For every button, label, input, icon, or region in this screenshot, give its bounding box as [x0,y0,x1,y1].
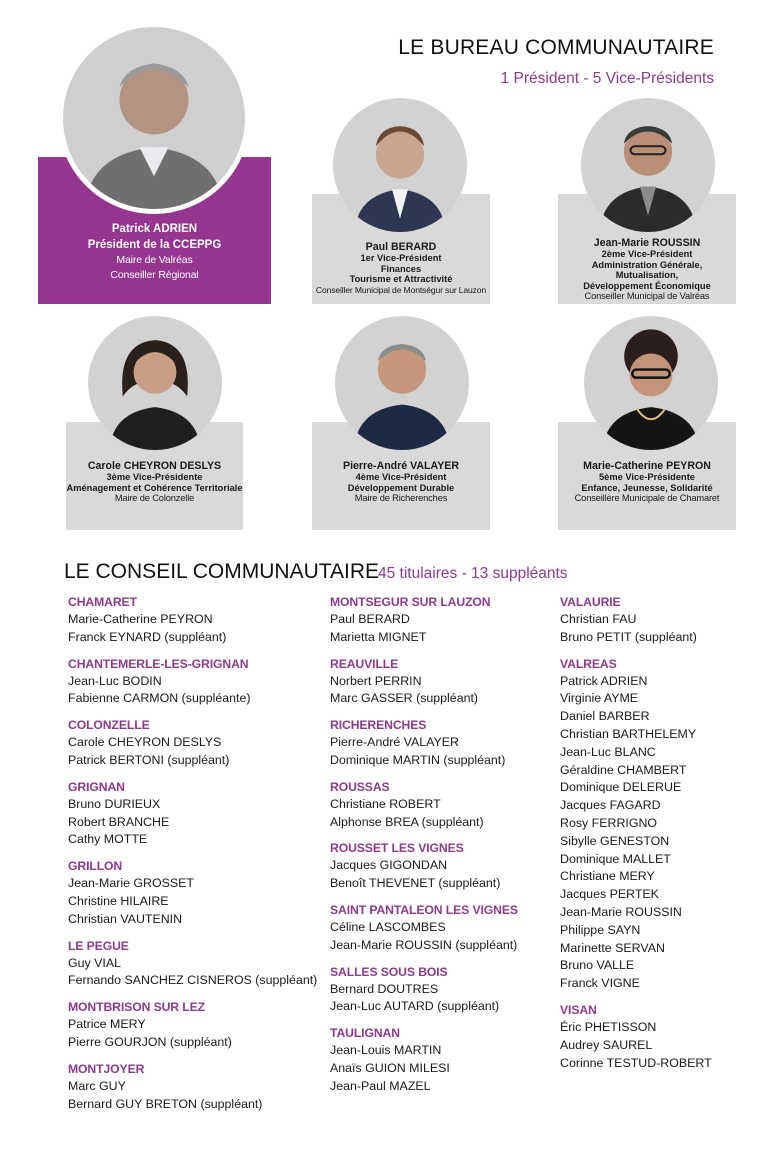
member-name: Rosy FERRIGNO [560,815,658,830]
portrait-silhouette [333,98,467,232]
commune-name: GRILLON [68,859,123,874]
member-name: Alphonse BREA (suppléant) [330,814,484,829]
commune-block [560,656,712,993]
commune-block [330,1025,518,1095]
vp-photo [88,316,222,450]
commune-block [330,594,518,647]
commune-block [68,1061,317,1114]
commune-name: SALLES SOUS BOIS [330,964,448,979]
commune-name: MONTJOYER [68,1061,145,1076]
member-name: Norbert PERRIN [330,673,422,688]
member-name: Marinette SERVAN [560,940,665,955]
president-line: Maire de Valréas [116,254,193,266]
commune-block [560,594,712,647]
member-name: Cathy MOTTE [68,832,148,847]
portrait-silhouette [584,316,718,450]
member-name: Patrice MERY [68,1017,146,1032]
member-name: Dominique DELERUE [560,780,682,795]
commune-name: RICHERENCHES [330,718,427,733]
member-name: Jean-Marie ROUSSIN (suppléant) [330,937,518,952]
commune-name: GRIGNAN [68,779,125,794]
commune-name: LE PEGUE [68,938,129,953]
vp-role: Finances [380,263,422,274]
member-name: Marietta MIGNET [330,629,427,644]
commune-block [68,858,317,928]
member-name: Sibylle GENESTON [560,833,670,848]
member-name: Franck EYNARD (suppléant) [68,629,227,644]
member-name: Jacques FAGARD [560,798,661,813]
commune-block [560,1002,712,1072]
member-name: Bruno VALLE [560,958,635,973]
commune-name: COLONZELLE [68,718,150,733]
vp-photo [335,316,469,450]
vp-role: 4ème Vice-Président [355,472,447,482]
vp-name: Pierre-André VALAYER [343,460,459,472]
member-name: Christine HILAIRE [68,893,169,908]
member-name: Céline LASCOMBES [330,919,446,934]
commune-name: ROUSSAS [330,779,390,794]
vp-name: Carole CHEYRON DESLYS [87,460,222,472]
member-name: Anaïs GUION MILESI [330,1060,450,1075]
vp-role: Développement Économique [583,280,711,291]
vp-name: Jean-Marie ROUSSIN [593,237,701,249]
portrait-silhouette [63,27,245,209]
commune-block [68,717,317,770]
commune-name: ROUSSET LES VIGNES [330,841,464,856]
member-name: Franck VIGNE [560,976,640,991]
vp-mandate: Maire de Colonzelle [114,493,195,503]
vp-role: Tourisme et Attractivité [349,274,453,284]
commune-block [68,938,317,991]
member-name: Jean-Marie GROSSET [68,876,195,891]
commune-block [330,964,518,1017]
member-name: Géraldine CHAMBERT [560,762,687,777]
commune-name: MONTSEGUR SUR LAUZON [330,595,491,609]
member-name: Patrick BERTONI (suppléant) [68,752,230,767]
member-name: Patrick ADRIEN [560,673,648,688]
portrait-silhouette [581,98,715,232]
president-name: Patrick ADRIEN [111,223,198,235]
member-name: Pierre GOURJON (suppléant) [68,1034,232,1049]
member-name: Jean-Marie ROUSSIN [560,904,682,919]
commune-name: TAULIGNAN [330,1026,400,1041]
vp-role: Administration Générale, [591,259,703,270]
member-name: Bruno DURIEUX [68,796,161,811]
member-name: Fabienne CARMON (suppléante) [68,691,251,706]
member-name: Jean-Paul MAZEL [330,1078,431,1093]
vp-name: Paul BERARD [365,241,437,253]
member-name: Bernard GUY BRETON (suppléant) [68,1096,263,1111]
commune-block [68,594,317,647]
vp-photo [333,98,467,232]
conseil-subtitle: 45 titulaires - 13 suppléants [378,565,568,582]
member-name: Audrey SAUREL [560,1037,653,1052]
member-name: Pierre-André VALAYER [330,735,460,750]
vp-role: 2ème Vice-Président [601,249,693,259]
commune-name: CHAMARET [68,595,137,609]
vp-photo [581,98,715,232]
member-name: Jean-Luc AUTARD (suppléant) [330,999,500,1014]
vp-mandate: Conseiller Municipal de Montségur sur Lauzon [315,284,487,295]
conseil-column-3 [560,594,712,1072]
commune-name: VALREAS [560,656,617,671]
commune-block [68,779,317,849]
member-name: Christian BARTHELEMY [560,726,697,741]
president-photo [58,22,250,214]
member-name: Benoît THEVENET (suppléant) [330,876,501,891]
bureau-subtitle: 1 Président - 5 Vice-Présidents [500,70,714,87]
bureau-title: LE BUREAU COMMUNAUTAIRE [398,36,714,59]
portrait-silhouette [335,316,469,450]
member-name: Fernando SANCHEZ CISNEROS (suppléant) [68,973,318,988]
vp-photo [584,316,718,450]
vp-role: 5ème Vice-Présidente [599,472,695,482]
member-name: Christian VAUTENIN [68,911,183,926]
commune-name: CHANTEMERLE-LES-GRIGNAN [68,656,249,671]
president-line: Conseiller Régional [110,269,199,281]
member-name: Jacques PERTEK [560,887,659,902]
member-name: Carole CHEYRON DESLYS [68,735,222,750]
member-name: Corinne TESTUD-ROBERT [560,1055,712,1070]
vp-mandate: Maire de Richerenches [354,493,448,503]
member-name: Jacques GIGONDAN [330,858,448,873]
commune-name: VALAURIE [560,595,621,609]
vp-role: 3ème Vice-Présidente [106,472,203,482]
vp-role: Mutualisation, [615,270,679,280]
member-name: Éric PHETISSON [560,1019,657,1034]
member-name: Marc GUY [68,1078,126,1093]
member-name: Bernard DOUTRES [330,981,439,996]
commune-block [330,656,518,709]
member-name: Marie-Catherine PEYRON [68,612,213,626]
commune-block [330,902,518,955]
commune-block [68,656,317,709]
vp-role: Enfance, Jeunesse, Solidarité [581,482,713,493]
conseil-title: LE CONSEIL COMMUNAUTAIRE [64,560,380,583]
member-name: Bruno PETIT (suppléant) [560,629,697,644]
member-name: Dominique MALLET [560,851,671,866]
commune-name: SAINT PANTALEON LES VIGNES [330,902,518,917]
conseil-column-2 [330,594,518,1096]
member-name: Christian FAU [560,612,637,626]
member-name: Jean-Louis MARTIN [330,1043,442,1058]
member-name: Dominique MARTIN (suppléant) [330,752,506,767]
vp-mandate: Conseiller Municipal de Valréas [584,291,710,301]
vp-name: Marie-Catherine PEYRON [583,460,711,472]
conseil-column-1 [68,594,317,1113]
commune-name: VISAN [560,1002,597,1017]
vp-role: Développement Durable [347,482,455,493]
member-name: Jean-Luc BODIN [68,673,162,688]
vp-mandate: Conseillère Municipale de Chamaret [574,493,720,503]
commune-name: MONTBRISON SUR LEZ [68,1000,205,1015]
president-role: Président de la CCEPPG [87,238,222,251]
member-name: Daniel BARBER [560,709,650,724]
member-name: Guy VIAL [68,955,122,970]
member-name: Robert BRANCHE [68,814,170,829]
member-name: Paul BERARD [330,612,410,626]
member-name: Philippe SAYN [560,922,641,937]
member-name: Christiane ROBERT [330,796,441,811]
commune-block [68,999,317,1052]
portrait-silhouette [88,316,222,450]
member-name: Virginie AYME [560,691,639,706]
commune-block [330,717,518,770]
commune-name: REAUVILLE [330,656,399,671]
commune-block [330,779,518,832]
vp-role: 1er Vice-Président [360,253,442,263]
vp-role: Aménagement et Cohérence Territoriale [66,482,243,493]
member-name: Christiane MERY [560,869,655,884]
member-name: Marc GASSER (suppléant) [330,691,479,706]
commune-block [330,840,518,893]
member-name: Jean-Luc BLANC [560,744,656,759]
